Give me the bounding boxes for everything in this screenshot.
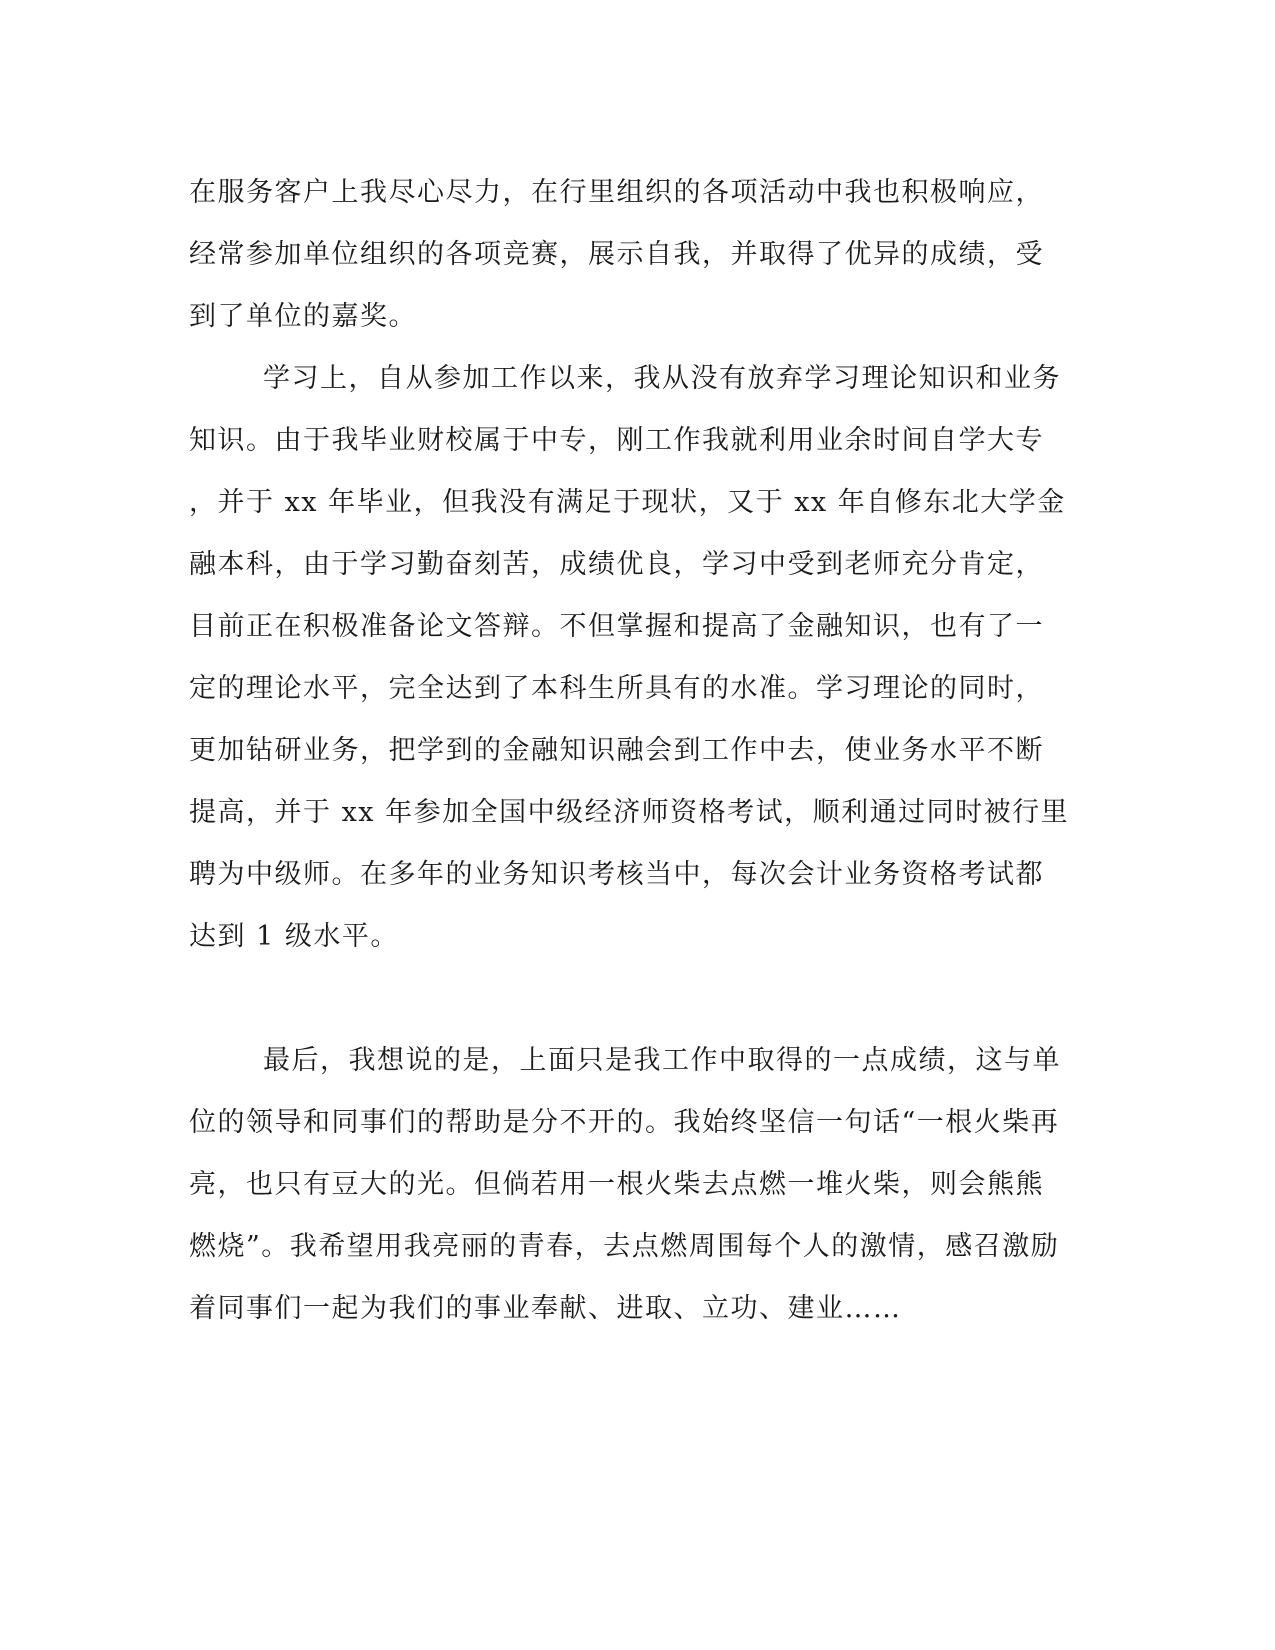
text-line: 定的理论水平，完全达到了本科生所具有的水准。学习理论的同时， — [189, 673, 1044, 704]
text-line: 着同事们一起为我们的事业奉献、进取、立功、建业…… — [189, 1293, 902, 1324]
text-line: 提高，并于 xx 年参加全国中级经济师资格考试，顺利通过同时被行里 — [189, 797, 1070, 828]
text-line: 知识。由于我毕业财校属于中专，刚工作我就利用业余时间自学大专 — [189, 425, 1044, 456]
text-line: 融本科，由于学习勤奋刻苦，成绩优良，学习中受到老师充分肯定， — [189, 549, 1044, 580]
text-line: 燃烧”。我希望用我亮丽的青春，去点燃周围每个人的激情，感召激励 — [189, 1231, 1060, 1262]
text-line: 更加钻研业务，把学到的金融知识融会到工作中去，使业务水平不断 — [189, 735, 1044, 766]
text-line: 最后，我想说的是，上面只是我工作中取得的一点成绩，这与单 — [263, 1045, 1061, 1076]
body-text — [189, 162, 1089, 1340]
text-line: 到了单位的嘉奖。 — [189, 301, 417, 332]
text-line: 目前正在积极准备论文答辩。不但掌握和提高了金融知识，也有了一 — [189, 611, 1044, 642]
text-line: 学习上，自从参加工作以来，我从没有放弃学习理论知识和业务 — [263, 363, 1061, 394]
text-line: 位的领导和同事们的帮助是分不开的。我始终坚信一句话“一根火柴再 — [189, 1107, 1060, 1138]
text-line — [189, 968, 1089, 1030]
text-line: 达到 1 级水平。 — [189, 921, 399, 952]
paragraph-conclusion — [189, 1030, 1089, 1340]
text-line: 在服务客户上我尽心尽力，在行里组织的各项活动中我也积极响应， — [189, 177, 1044, 208]
text-line: 亮，也只有豆大的光。但倘若用一根火柴去点燃一堆火柴，则会熊熊 — [189, 1169, 1044, 1200]
text-line: 经常参加单位组织的各项竞赛，展示自我，并取得了优异的成绩，受 — [189, 239, 1044, 270]
paragraph-study — [189, 348, 1089, 1030]
text-line: 聘为中级师。在多年的业务知识考核当中，每次会计业务资格考试都 — [189, 859, 1044, 890]
paragraph-service — [189, 162, 1089, 348]
text-line: ，并于 xx 年毕业，但我没有满足于现状，又于 xx 年自修东北大学金 — [189, 487, 1066, 518]
